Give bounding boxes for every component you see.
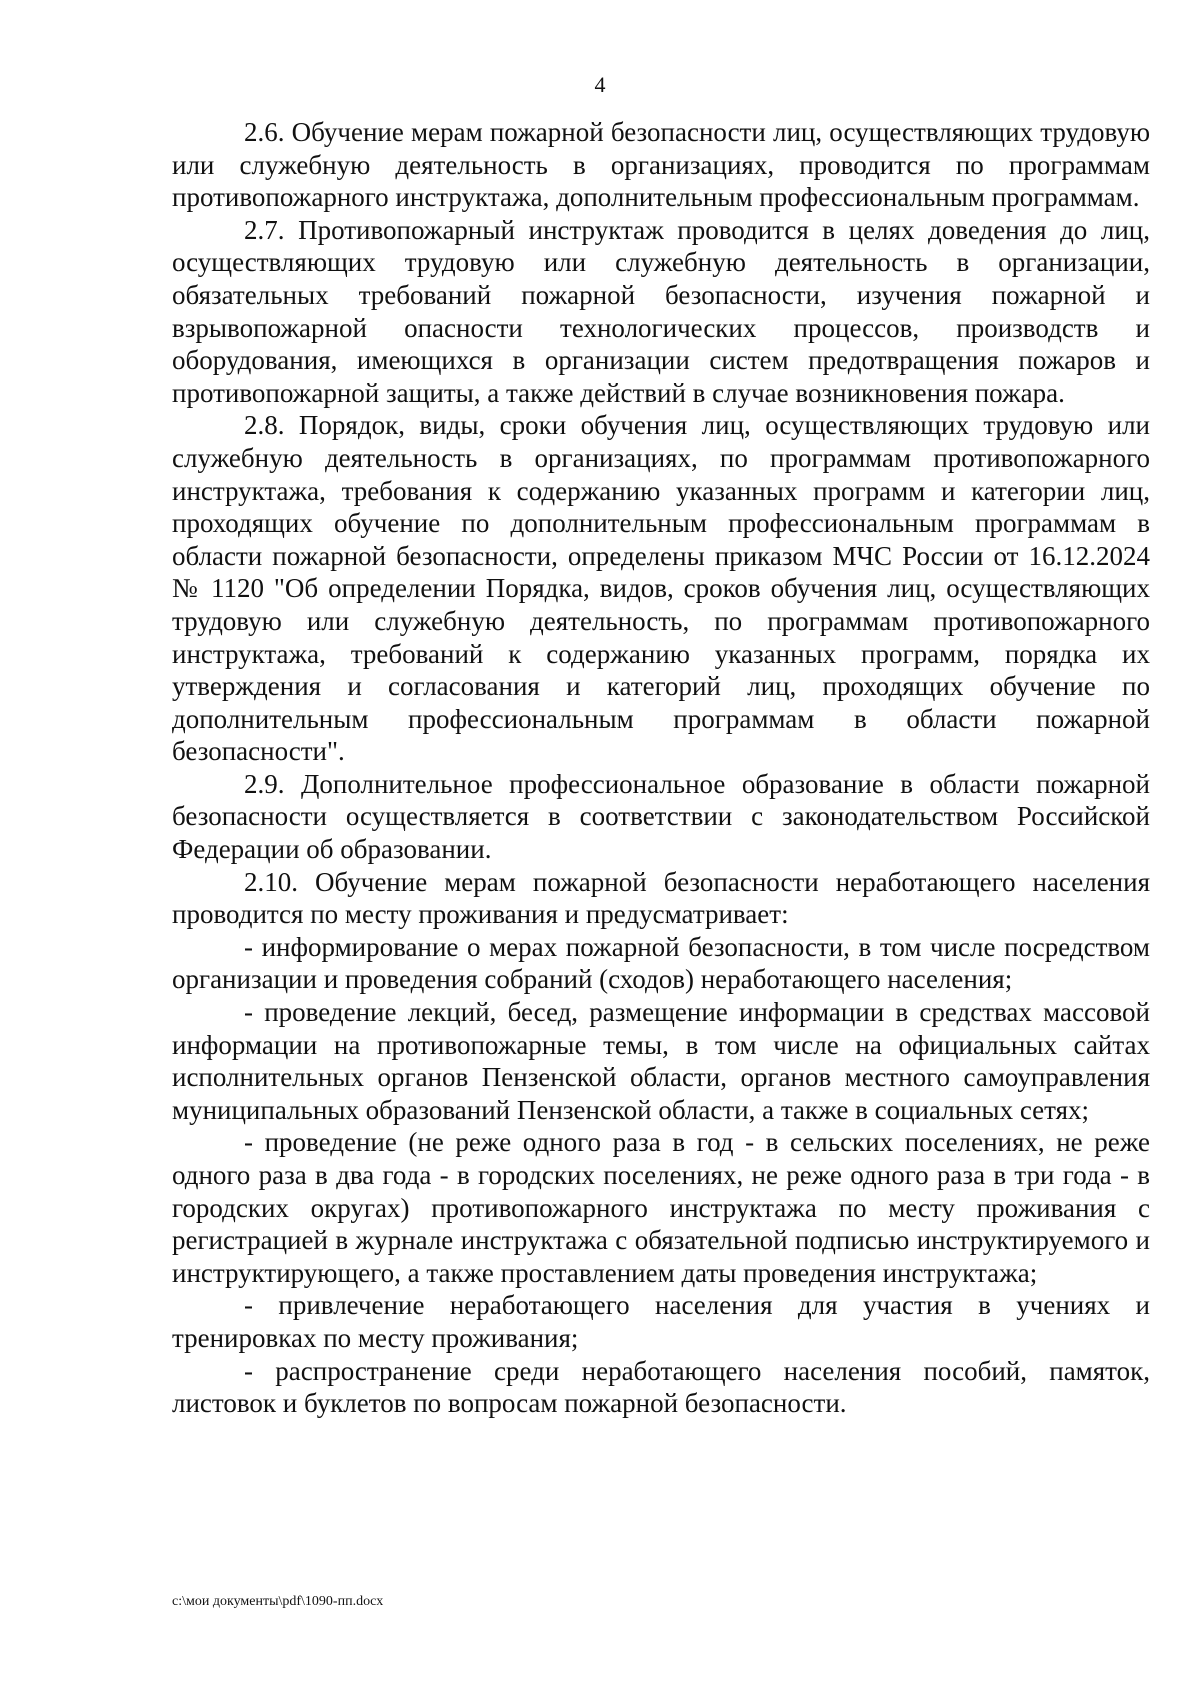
paragraph-2-8: 2.8. Порядок, виды, сроки обучения лиц, осуществляющих трудовую или служебную деятельность в организациях, по программам противопожарного инструктажа, требования к содержанию указанных программ и категории лиц, проходящих обучение по дополнительным профессиональным программам в области пожарной безопасности, определены приказом МЧС России от 16.12.2024 № 1120 "Об определении Порядка, видов, сроков обучения лиц, осуществляющих трудовую или служебную деятельность, по программам противопожарного инструктажа, требований к содержанию указанных программ, порядка их утверждения и согласования и категорий лиц, проходящих обучение по дополнительным профессиональным программам в области пожарной безопасности". <box>172 410 1150 767</box>
paragraph-2-10: 2.10. Обучение мерам пожарной безопасности неработающего населения проводится по месту проживания и предусматривает: <box>172 866 1150 930</box>
paragraph-2-6: 2.6. Обучение мерам пожарной безопасности лиц, осуществляющих трудовую или служебную деятельность в организациях, проводится по программам противопожарного инструктажа, дополнительным профессиональным программам. <box>172 117 1150 213</box>
footer-file-path: c:\мои документы\pdf\1090-пп.docx <box>172 1594 384 1609</box>
page-number: 4 <box>594 72 606 97</box>
list-item-informing: - информирование о мерах пожарной безопасности, в том числе посредством организации и проведения собраний (сходов) неработающего населения; <box>172 931 1150 995</box>
paragraph-2-7: 2.7. Противопожарный инструктаж проводится в целях доведения до лиц, осуществляющих трудовую или служебную деятельность в организации, обязательных требований пожарной безопасности, изучения пожарной и взрывопожарной опасности технологических процессов, производств и оборудования, имеющихся в организации систем предотвращения пожаров и противопожарной защиты, а также действий в случае возникновения пожара. <box>172 214 1150 408</box>
list-item-exercises: - привлечение неработающего населения для участия в учениях и тренировках по месту проживания; <box>172 1290 1150 1353</box>
list-item-instruction: - проведение (не реже одного раза в год - в сельских поселениях, не реже одного раза в два года - в городских поселениях, не реже одного раза в три года - в городских округах) противопожарного инструктажа по месту проживания с регистрацией в журнале инструктажа с обязательной подписью инструктируемого и инструктирующего, а также проставлением даты проведения инструктажа; <box>172 1127 1150 1288</box>
list-item-lectures: - проведение лекций, бесед, размещение информации в средствах массовой информации на противопожарные темы, в том числе на официальных сайтах исполнительных органов Пензенской области, органов местного самоуправления муниципальных образований Пензенской области, а также в социальных сетях; <box>172 997 1150 1125</box>
list-item-distribution: - распространение среди неработающего населения пособий, памяток, листовок и буклетов по вопросам пожарной безопасности. <box>172 1355 1150 1419</box>
paragraph-2-9: 2.9. Дополнительное профессиональное образование в области пожарной безопасности осуществляется в соответствии с законодательством Российской Федерации об образовании. <box>172 768 1150 865</box>
document-body <box>172 116 1150 1420</box>
